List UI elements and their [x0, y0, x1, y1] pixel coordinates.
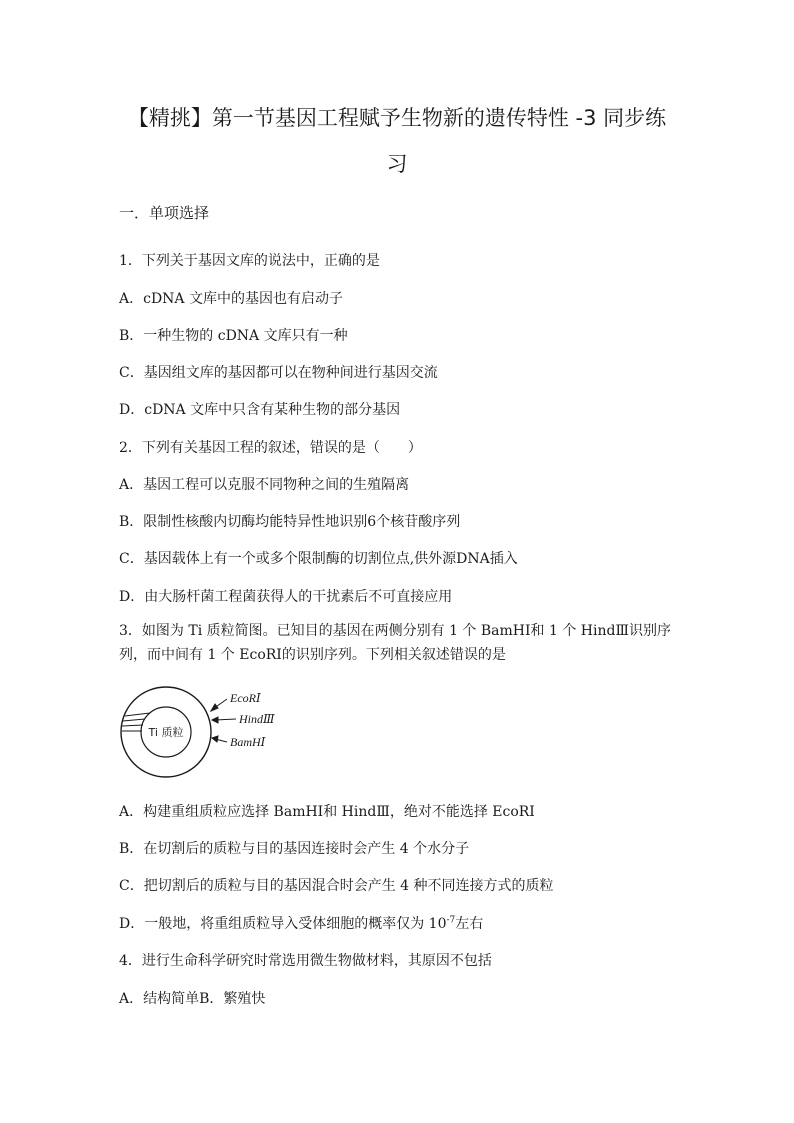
- question-3-option-b: B．在切割后的质粒与目的基因连接时会产生 4 个水分子: [119, 841, 470, 857]
- section-heading: 一．单项选择: [119, 204, 210, 222]
- question-2-option-b: B．限制性核酸内切酶均能特异性地识别6个核苷酸序列: [119, 514, 461, 530]
- option-d-tail: 左右: [455, 916, 484, 932]
- question-1-option-b: B．一种生物的 cDNA 文库只有一种: [119, 328, 348, 344]
- page-title: [90, 95, 704, 187]
- question-1-option-c: C．基因组文库的基因都可以在物种间进行基因交流: [119, 365, 438, 381]
- question-1-stem: 1．下列关于基因文库的说法中，正确的是: [119, 253, 380, 269]
- question-3-option-a: A．构建重组质粒应选择 BamHⅠ和 HindⅢ，绝对不能选择 EcoRⅠ: [119, 804, 535, 820]
- bamhi-label: BamHⅠ: [230, 735, 266, 749]
- question-2-option-a: A．基因工程可以克服不同物种之间的生殖隔离: [119, 477, 410, 493]
- t-dna-region-lines: [122, 713, 150, 731]
- hindiii-label: HindⅢ: [239, 712, 275, 726]
- option-d-text: D．一般地，将重组质粒导入受体细胞的概率仅为 10: [119, 916, 447, 932]
- question-3-option-d: [119, 913, 483, 933]
- ecori-arrow-icon: [211, 699, 227, 711]
- question-2-option-c: C．基因载体上有一个或多个限制酶的切割位点,供外源DNA插入: [119, 551, 518, 567]
- ecori-label: EcoRⅠ: [230, 691, 261, 705]
- question-1-option-d: D．cDNA 文库中只含有某种生物的部分基因: [119, 402, 401, 418]
- plasmid-center-label: Ti 质粒: [148, 726, 184, 739]
- question-4-option-ab: A．结构简单B．繁殖快: [119, 991, 266, 1007]
- bamhi-arrow-icon: [212, 736, 227, 742]
- question-2-option-d: D．由大肠杆菌工程菌获得人的干扰素后不可直接应用: [119, 589, 453, 605]
- hindiii-arrow-icon: [212, 717, 236, 723]
- ti-plasmid-diagram: [119, 684, 309, 784]
- option-d-exponent: -7: [446, 915, 456, 926]
- question-1-option-a: A．cDNA 文库中的基因也有启动子: [119, 291, 343, 307]
- title-line-1: 【精挑】第一节基因工程赋予生物新的遗传特性 -3 同步练: [127, 106, 667, 130]
- question-3-option-c: C．把切割后的质粒与目的基因混合时会产生 4 种不同连接方式的质粒: [119, 878, 554, 894]
- question-4-stem: 4．进行生命科学研究时常选用微生物做材料，其原因不包括: [119, 953, 492, 969]
- question-2-stem: 2．下列有关基因工程的叙述，错误的是（ ）: [119, 440, 422, 456]
- title-line-2: 习: [386, 152, 408, 176]
- question-3-stem: 3．如图为 Ti 质粒简图。已知目的基因在两侧分别有 1 个 BamHⅠ和 1 个 HindⅢ识别序列，而中间有 1 个 EcoRⅠ的识别序列。下列相关叙述错误的是: [119, 623, 671, 663]
